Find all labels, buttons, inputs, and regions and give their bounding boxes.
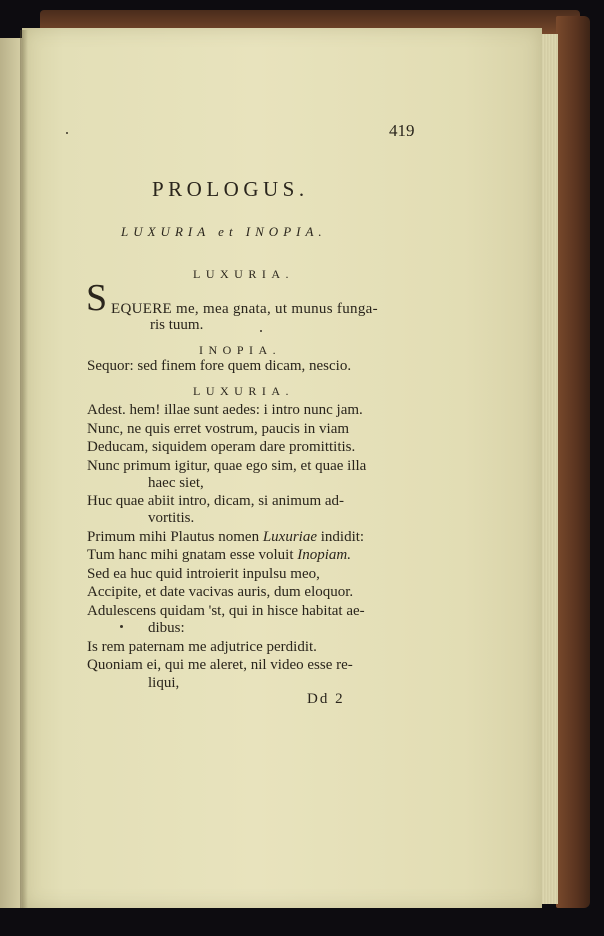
verse-line-continuation: dibus:: [148, 620, 185, 636]
page-gutter-shadow: [20, 30, 28, 908]
signature-catchword: Dd 2: [307, 691, 345, 707]
verse-line: Sed ea huc quid introierit inpulsu meo,: [87, 566, 320, 582]
verse-line: Accipite, et date vacivas auris, dum eloquor.: [87, 584, 354, 600]
page-number: 419: [389, 121, 415, 140]
verse-line-continuation: haec siet,: [148, 475, 204, 491]
ink-speck: [260, 330, 262, 332]
verse-line: Nunc, ne quis erret vostrum, paucis in viam: [87, 421, 350, 437]
verse-line: Deducam, siquidem operam dare promittitis.: [87, 439, 356, 455]
book-cover-spine: [556, 16, 590, 908]
verse-line: Nunc primum igitur, quae ego sim, et quae illa: [87, 458, 367, 474]
opening-line: EQUERE me, mea gnata, ut munus funga-: [111, 301, 378, 317]
drop-cap: S: [86, 277, 108, 319]
ink-speck: [120, 625, 123, 628]
verse-line: [87, 530, 364, 545]
verse-line: Quoniam ei, qui me aleret, nil video esse re-: [87, 657, 353, 673]
ink-speck: [66, 132, 68, 134]
speaker-inopia: INOPIA.: [199, 343, 282, 357]
character-list: LUXURIA et INOPIA.: [121, 224, 327, 239]
verse-line: Adulescens quidam 'st, qui in hisce habitat ae-: [87, 603, 365, 619]
page-title: PROLOGUS.: [152, 177, 309, 201]
verse-text: Primum mihi Plautus nomen: [87, 529, 260, 545]
verse-text: indidit:: [320, 529, 365, 545]
verse-italic-word: Luxuriae: [262, 529, 318, 545]
speaker-luxuria-2: LUXURIA.: [193, 384, 294, 398]
opening-line-continuation: ris tuum.: [150, 317, 204, 333]
verse-line-continuation: vortitis.: [148, 510, 195, 526]
verse-line: Huc quae abiit intro, dicam, si animum ad-: [87, 493, 345, 509]
verse-line-continuation: liqui,: [148, 675, 180, 691]
speaker-luxuria: LUXURIA.: [193, 267, 294, 281]
verse-italic-word: Inopiam.: [297, 547, 352, 563]
verse-line: [87, 548, 351, 563]
verse-text: Tum hanc mihi gnatam esse voluit: [87, 547, 294, 563]
verse-line: Adest. hem! illae sunt aedes: i intro nunc jam.: [87, 402, 363, 418]
reply-line: Sequor: sed finem fore quem dicam, nescio.: [87, 358, 352, 374]
verse-line: Is rem paternam me adjutrice perdidit.: [87, 639, 317, 655]
